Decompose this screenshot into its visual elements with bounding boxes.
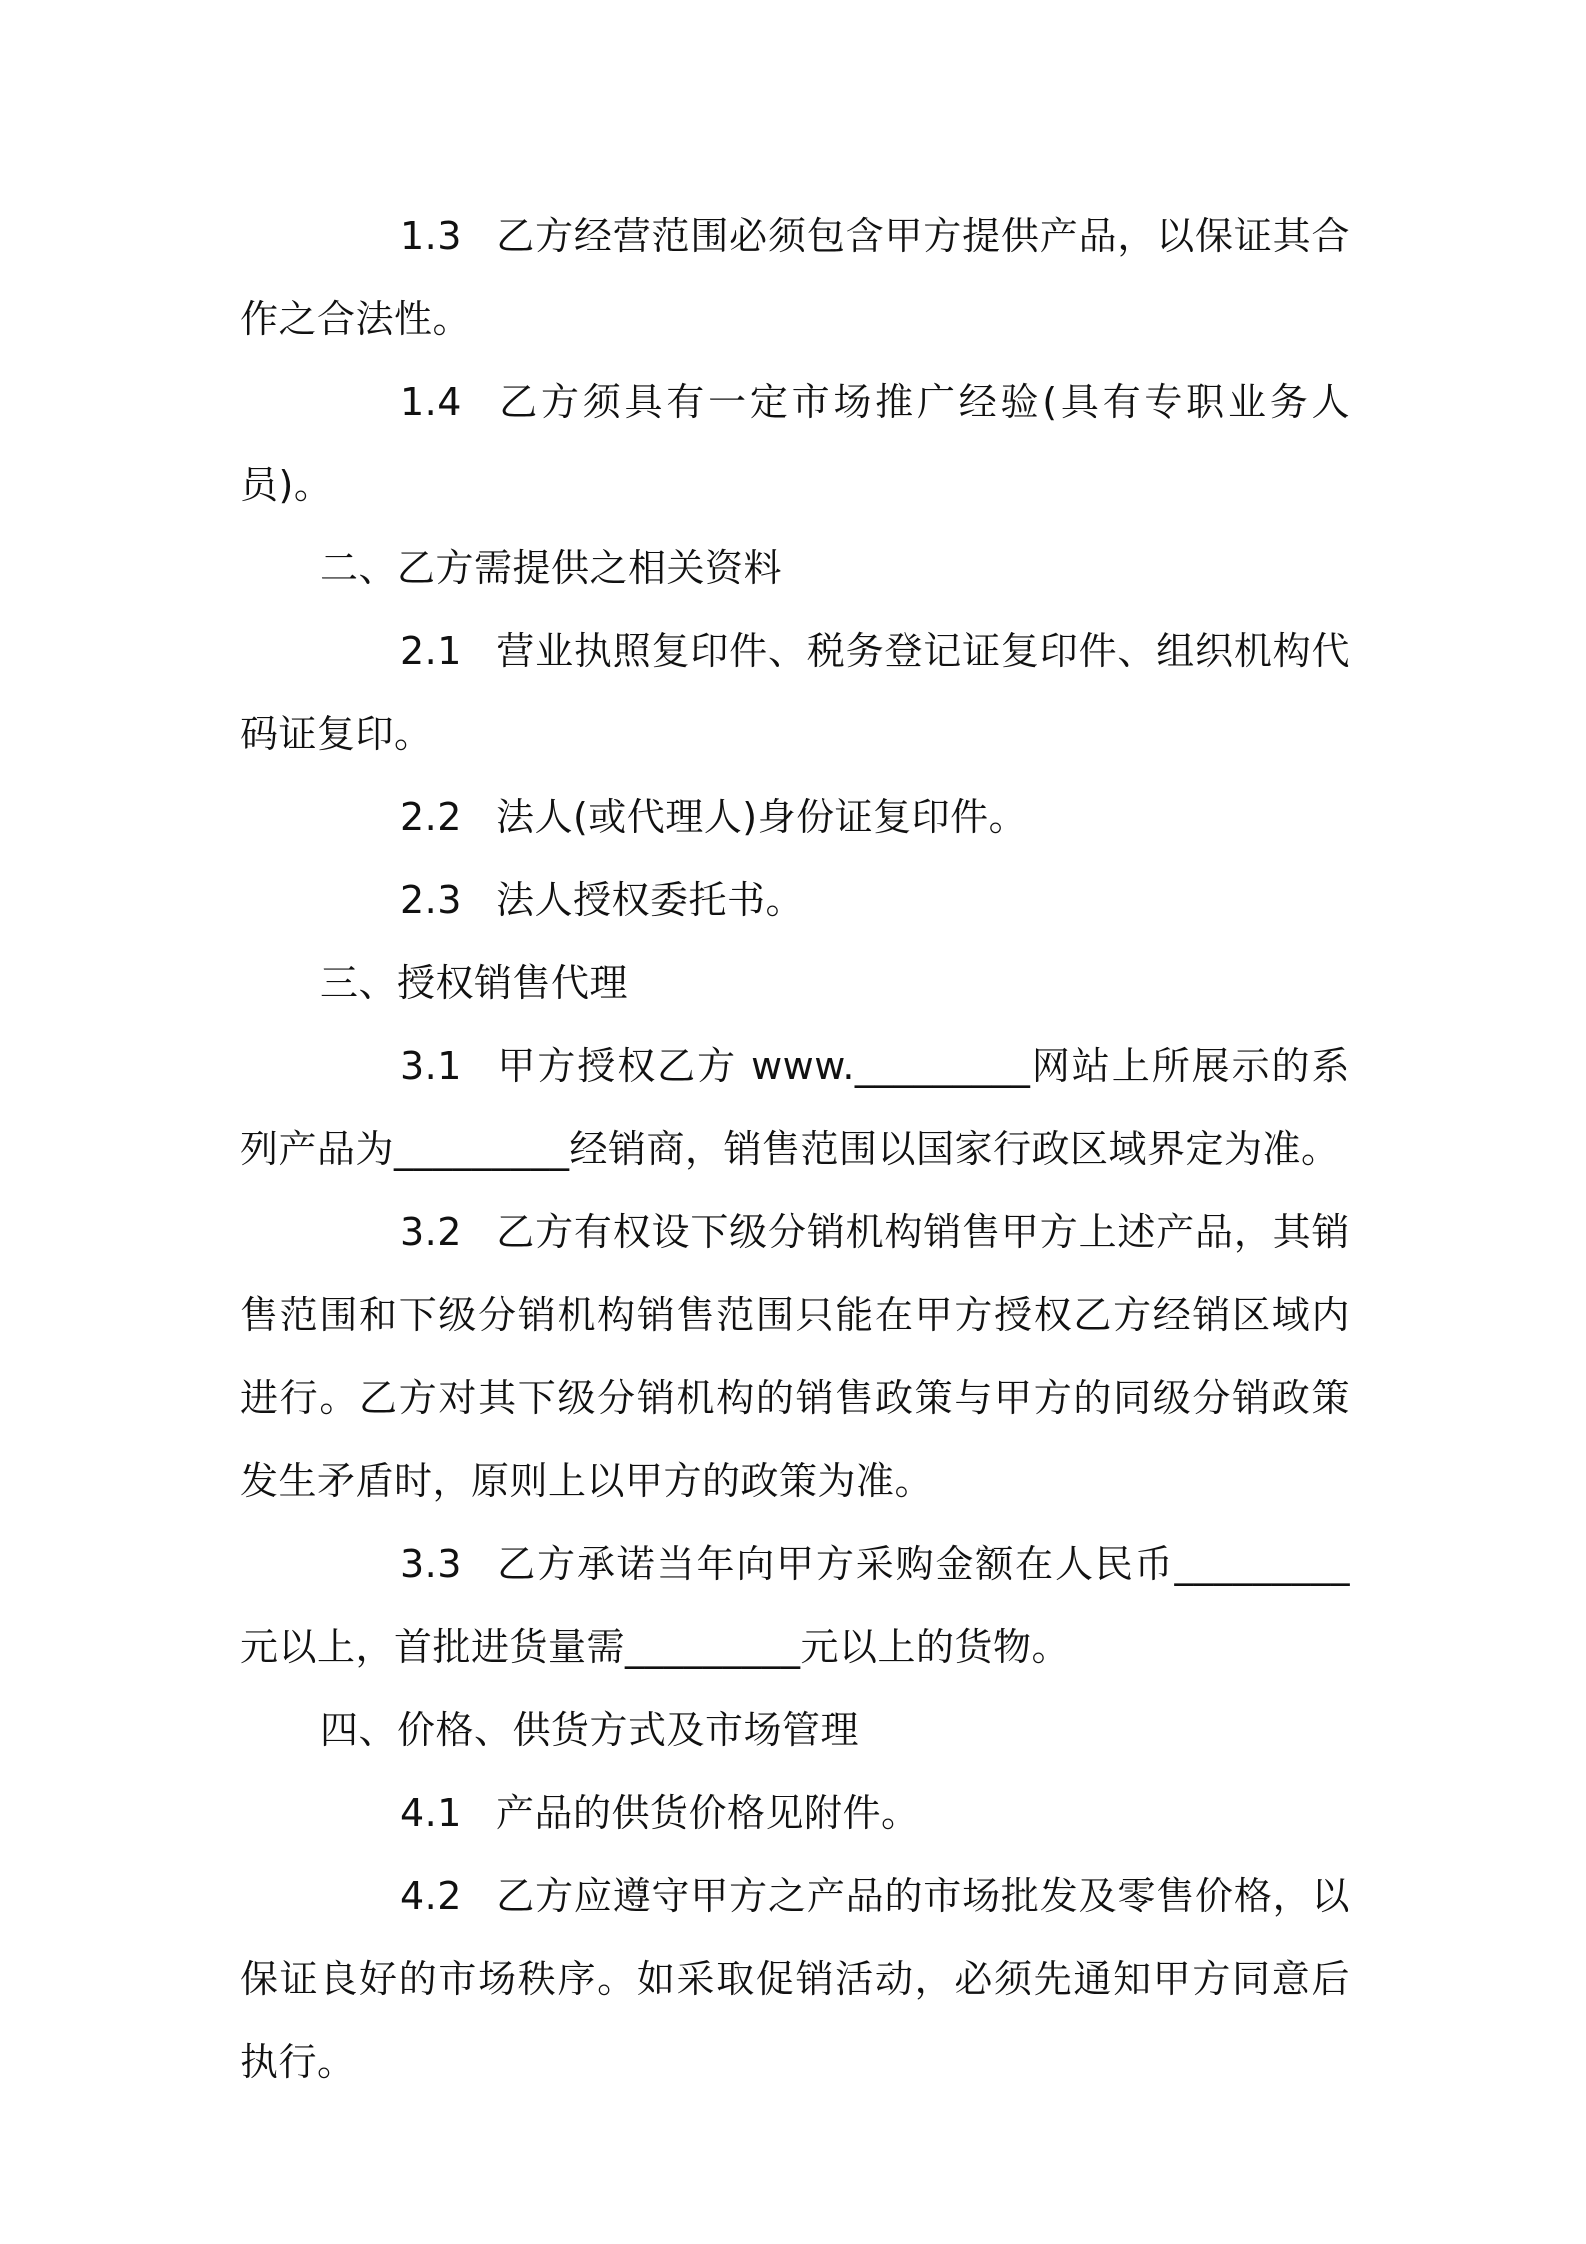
clause-number: 2.2 bbox=[400, 795, 462, 839]
clause-3-1 bbox=[240, 1025, 1350, 1191]
clause-text: 乙方承诺当年向甲方采购金额在人民币_________元以上，首批进货量需_________元以上的货物。 bbox=[240, 1542, 1350, 1669]
clause-text: 法人(或代理人)身份证复印件。 bbox=[495, 795, 1028, 839]
clause-number: 4.1 bbox=[400, 1791, 462, 1835]
clause-4-1 bbox=[240, 1772, 1350, 1855]
clause-4-2 bbox=[240, 1855, 1350, 2104]
clause-number: 1.4 bbox=[400, 380, 462, 424]
clause-2-2 bbox=[240, 776, 1350, 859]
clause-number: 1.3 bbox=[400, 214, 462, 258]
clause-number: 3.1 bbox=[400, 1044, 462, 1088]
clause-text: 甲方授权乙方 www._________网站上所展示的系列产品为_________经销商，销售范围以国家行政区域界定为准。 bbox=[240, 1044, 1350, 1171]
section-heading-3: 三、授权销售代理 bbox=[320, 961, 629, 1005]
clause-text: 法人授权委托书。 bbox=[495, 878, 804, 922]
clause-3-3 bbox=[240, 1523, 1350, 1689]
clause-2-1 bbox=[240, 610, 1350, 776]
clause-text: 乙方应遵守甲方之产品的市场批发及零售价格，以保证良好的市场秩序。如采取促销活动，必须先通知甲方同意后执行。 bbox=[240, 1874, 1350, 2084]
clause-1-4 bbox=[240, 361, 1350, 527]
clause-text: 乙方须具有一定市场推广经验(具有专职业务人员)。 bbox=[240, 380, 1350, 507]
clause-number: 4.2 bbox=[400, 1874, 462, 1918]
clause-text: 产品的供货价格见附件。 bbox=[495, 1791, 920, 1835]
clause-number: 2.3 bbox=[400, 878, 462, 922]
clause-1-3 bbox=[240, 195, 1350, 361]
clause-text: 乙方有权设下级分销机构销售甲方上述产品，其销售范围和下级分销机构销售范围只能在甲方授权乙方经销区域内进行。乙方对其下级分销机构的销售政策与甲方的同级分销政策发生矛盾时，原则上以甲方的政策为准。 bbox=[240, 1210, 1350, 1503]
clause-number: 3.2 bbox=[400, 1210, 462, 1254]
clause-number: 2.1 bbox=[400, 629, 462, 673]
section-heading-2: 二、乙方需提供之相关资料 bbox=[320, 546, 783, 590]
clause-text: 营业执照复印件、税务登记证复印件、组织机构代码证复印。 bbox=[240, 629, 1350, 756]
section-heading-4: 四、价格、供货方式及市场管理 bbox=[320, 1708, 860, 1752]
document-page bbox=[240, 195, 1350, 2104]
clause-number: 3.3 bbox=[400, 1542, 462, 1586]
clause-3-2 bbox=[240, 1191, 1350, 1523]
clause-2-3 bbox=[240, 859, 1350, 942]
clause-text: 乙方经营范围必须包含甲方提供产品，以保证其合作之合法性。 bbox=[240, 214, 1350, 341]
